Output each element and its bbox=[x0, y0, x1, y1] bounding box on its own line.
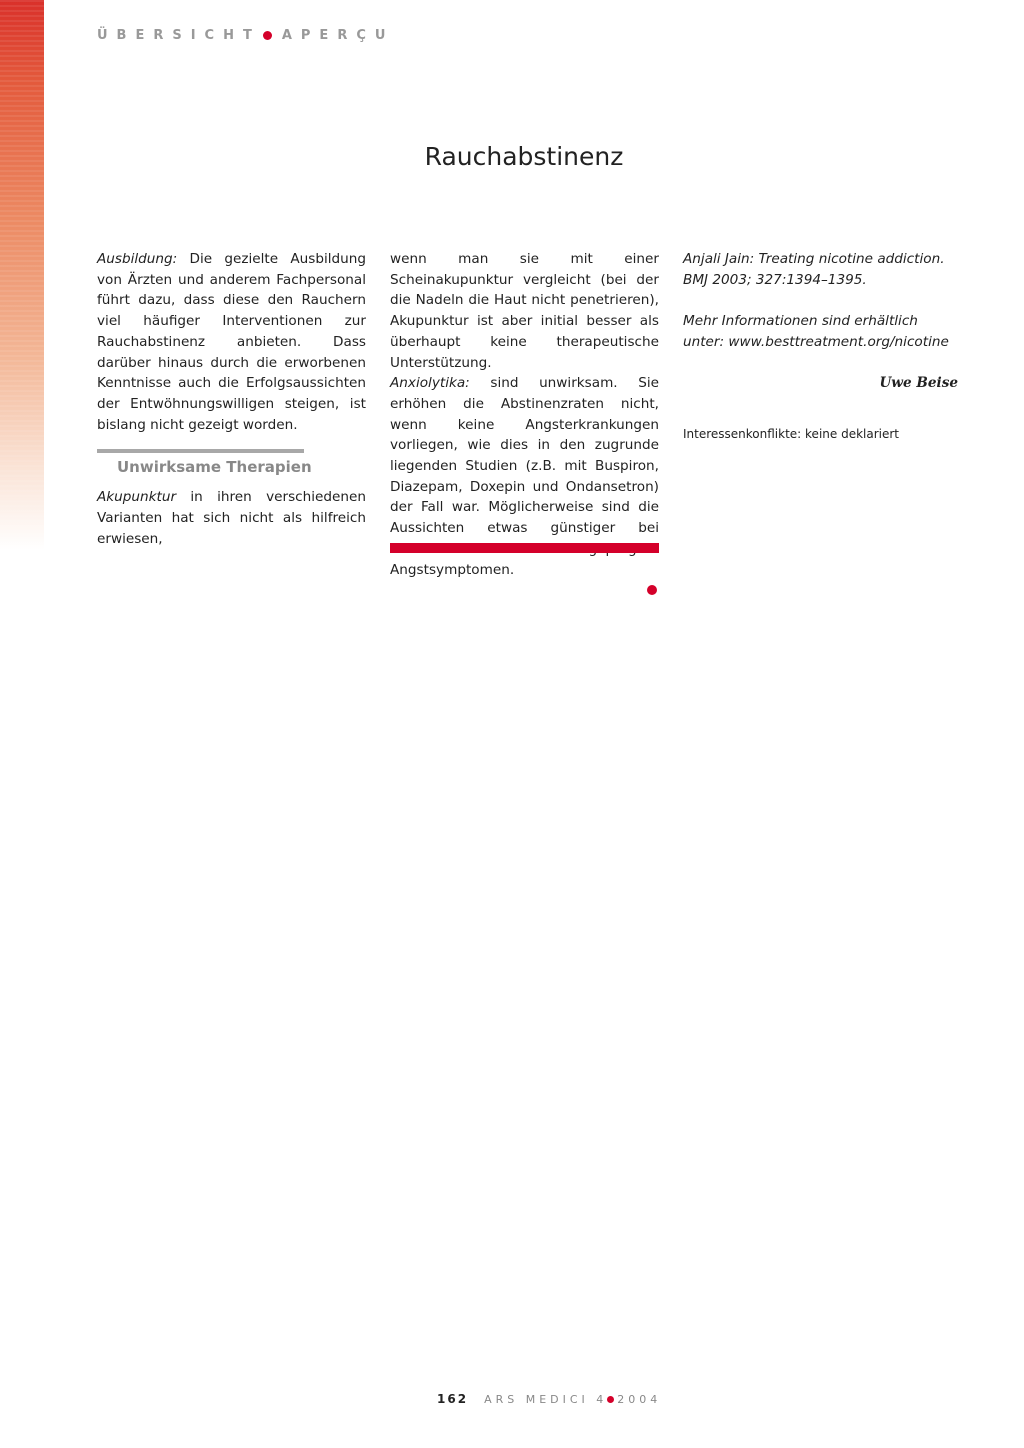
page-number: 162 bbox=[437, 1392, 469, 1406]
label-akupunktur: Akupunktur bbox=[97, 489, 177, 506]
article-title: Rauchabstinenz bbox=[424, 142, 624, 171]
subheading: Unwirksame Therapien bbox=[117, 458, 312, 477]
paragraph-akupunktur-cont: wenn man sie mit einer Scheinakupunktur vergleicht (bei der die Nadeln die Haut nicht penetrieren), Akupunktur ist aber initial besser als überhaupt keine therapeutische Unterstützung. bbox=[390, 251, 659, 371]
subheading-rule bbox=[97, 449, 304, 453]
end-rule bbox=[390, 543, 659, 553]
text-anxiolytika: sind unwirksam. Sie erhöhen die Abstinenzraten nicht, wenn keine Angsterkrankungen vorliegen, wie dies in den zugrunde liegenden Studien (z.B. mit Buspiron, Diazepam, Doxepin und Ondansetron) der Fall war. Möglicherweise sind die Aussichten etwas günstiger bei Angstsymptomen. bbox=[390, 375, 659, 578]
section-label-right: APERÇU bbox=[281, 27, 395, 43]
decorative-side-bar bbox=[0, 0, 44, 550]
label-anxiolytika: Anxiolytika: bbox=[390, 375, 470, 392]
text-ausbildung: Die gezielte Ausbildung von Ärzten und anderem Fachpersonal führt dazu, dass diese den Rauchern viel häufiger Interventionen zur Rauchabstinenz anbieten. Dass darüber hinaus durch die erworbenen Kenntnisse auch die Erfolgsaussichten der Entwöhnungswilligen steigen, ist bislang nicht gezeigt worden. bbox=[97, 251, 366, 433]
more-info: Mehr Informationen sind erhältlich unter: www.besttreatment.org/nicotine bbox=[683, 313, 949, 351]
column-1 bbox=[97, 249, 366, 549]
section-label bbox=[97, 26, 394, 44]
page-footer bbox=[437, 1392, 661, 1406]
journal-name: ARS MEDICI 4 bbox=[484, 1392, 608, 1406]
footer-dot-icon bbox=[607, 1396, 614, 1403]
paragraph-ausbildung bbox=[97, 249, 366, 435]
text-akupunktur: in ihren verschiedenen Varianten hat sich nicht als hilfreich erwiesen, bbox=[97, 489, 366, 547]
column-3 bbox=[683, 249, 958, 444]
label-ausbildung: Ausbildung: bbox=[97, 251, 178, 267]
section-label-left: ÜBERSICHT bbox=[97, 27, 261, 43]
end-of-article-dot-icon bbox=[647, 585, 657, 595]
bullet-dot-icon bbox=[263, 31, 272, 40]
journal-year: 2004 bbox=[617, 1392, 662, 1406]
paragraph-akupunktur bbox=[97, 487, 366, 549]
author: Uwe Beise bbox=[879, 374, 958, 391]
reference: Anjali Jain: Treating nicotine addiction. BMJ 2003; 327:1394–1395. bbox=[683, 251, 945, 288]
conflict-of-interest: Interessenkonflikte: keine deklariert bbox=[683, 426, 899, 441]
